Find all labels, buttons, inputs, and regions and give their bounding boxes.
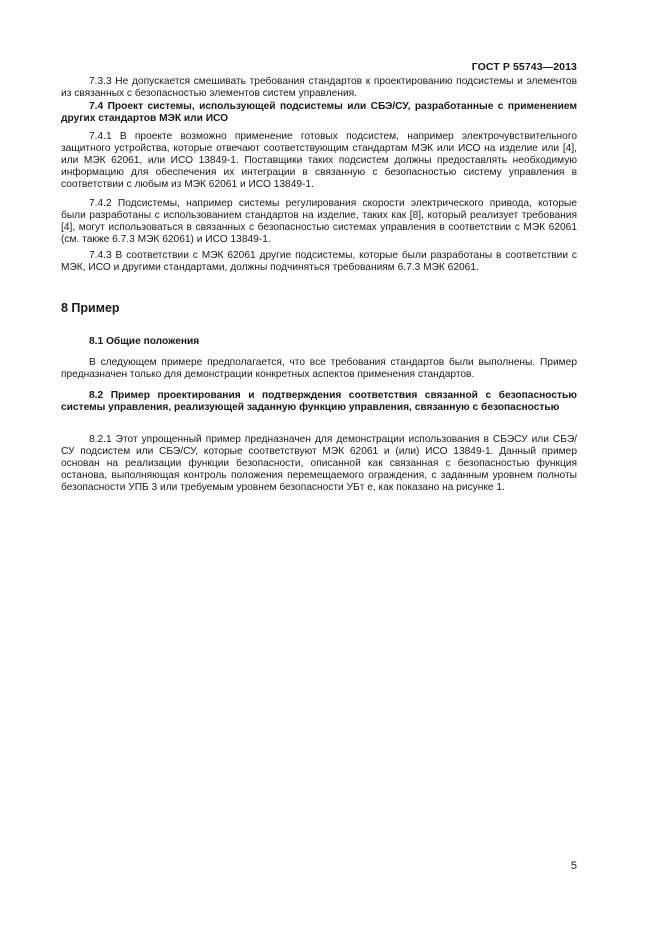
heading-7-4: 7.4 Проект системы, использующей подсистемы или СБЭ/СУ, разработанные с применением других стандартов МЭК или ИСО [61, 101, 577, 125]
heading-8-1: 8.1 Общие положения [89, 336, 200, 347]
paragraph-8-1: В следующем примере предполагается, что все требования стандартов были выполнены. Пример предназначен только для демонстрации конкретных аспектов применения стандартов. [61, 357, 577, 381]
document-id-header: ГОСТ Р 55743—2013 [471, 61, 577, 73]
paragraph-7-4-3: 7.4.3 В соответствии с МЭК 62061 другие подсистемы, которые были разработаны в соответствии с МЭК, ИСО и другими стандартами, должны подчиняться требованиям 6.7.3 МЭК 62061. [61, 250, 577, 274]
paragraph-7-4-2: 7.4.2 Подсистемы, например системы регулирования скорости электрического привода, которые были разработаны с использованием стандартов на изделие, таких как [8], который реализует требования [4], могут использоваться в связанных с безопасностью системах управления в соответствии с МЭК 62061 (см. также 6.7.3 МЭК 62061) и ИСО 13849-1. [61, 198, 577, 246]
paragraph-7-4-1: 7.4.1 В проекте возможно применение готовых подсистем, например электрочувствительного защитного устройства, которые отвечают соответствующим стандартам МЭК или ИСО на изделие или [4], или МЭК 62061, или ИСО 13849-1. Поставщики таких подсистем должны предоставлять необходимую информацию для обеспечения их интеграции в связанную с безопасностью систему управления в соответствии с любым из МЭК 62061 и ИСО 13849-1. [61, 131, 577, 191]
heading-8-2: 8.2 Пример проектирования и подтверждения соответствия связанной с безопасностью системы управления, реализующей заданную функцию управления, связанную с безопасностью [61, 390, 577, 414]
paragraph-7-3-3: 7.3.3 Не допускается смешивать требования стандартов к проектированию подсистемы и элементов из связанных с безопасностью элементов систем управления. [61, 76, 577, 100]
page-number: 5 [570, 860, 577, 872]
paragraph-8-2-1: 8.2.1 Этот упрощенный пример предназначен для демонстрации использования в СБЭСУ или СБЭ/СУ подсистем или СБЭ/СУ, которые соответствуют МЭК 62061 и (или) ИСО 13849-1. Данный пример основан на реализации функции безопасности, описанной как связанная с безопасностью функция останова, выполняющая контроль положения перемещаемого ограждения, с заданным уровнем полноты безопасности УПБ 3 или требуемым уровнем безопасности УБт е, как показано на рисунке 1. [61, 434, 577, 494]
section-heading-8: 8 Пример [61, 301, 120, 315]
